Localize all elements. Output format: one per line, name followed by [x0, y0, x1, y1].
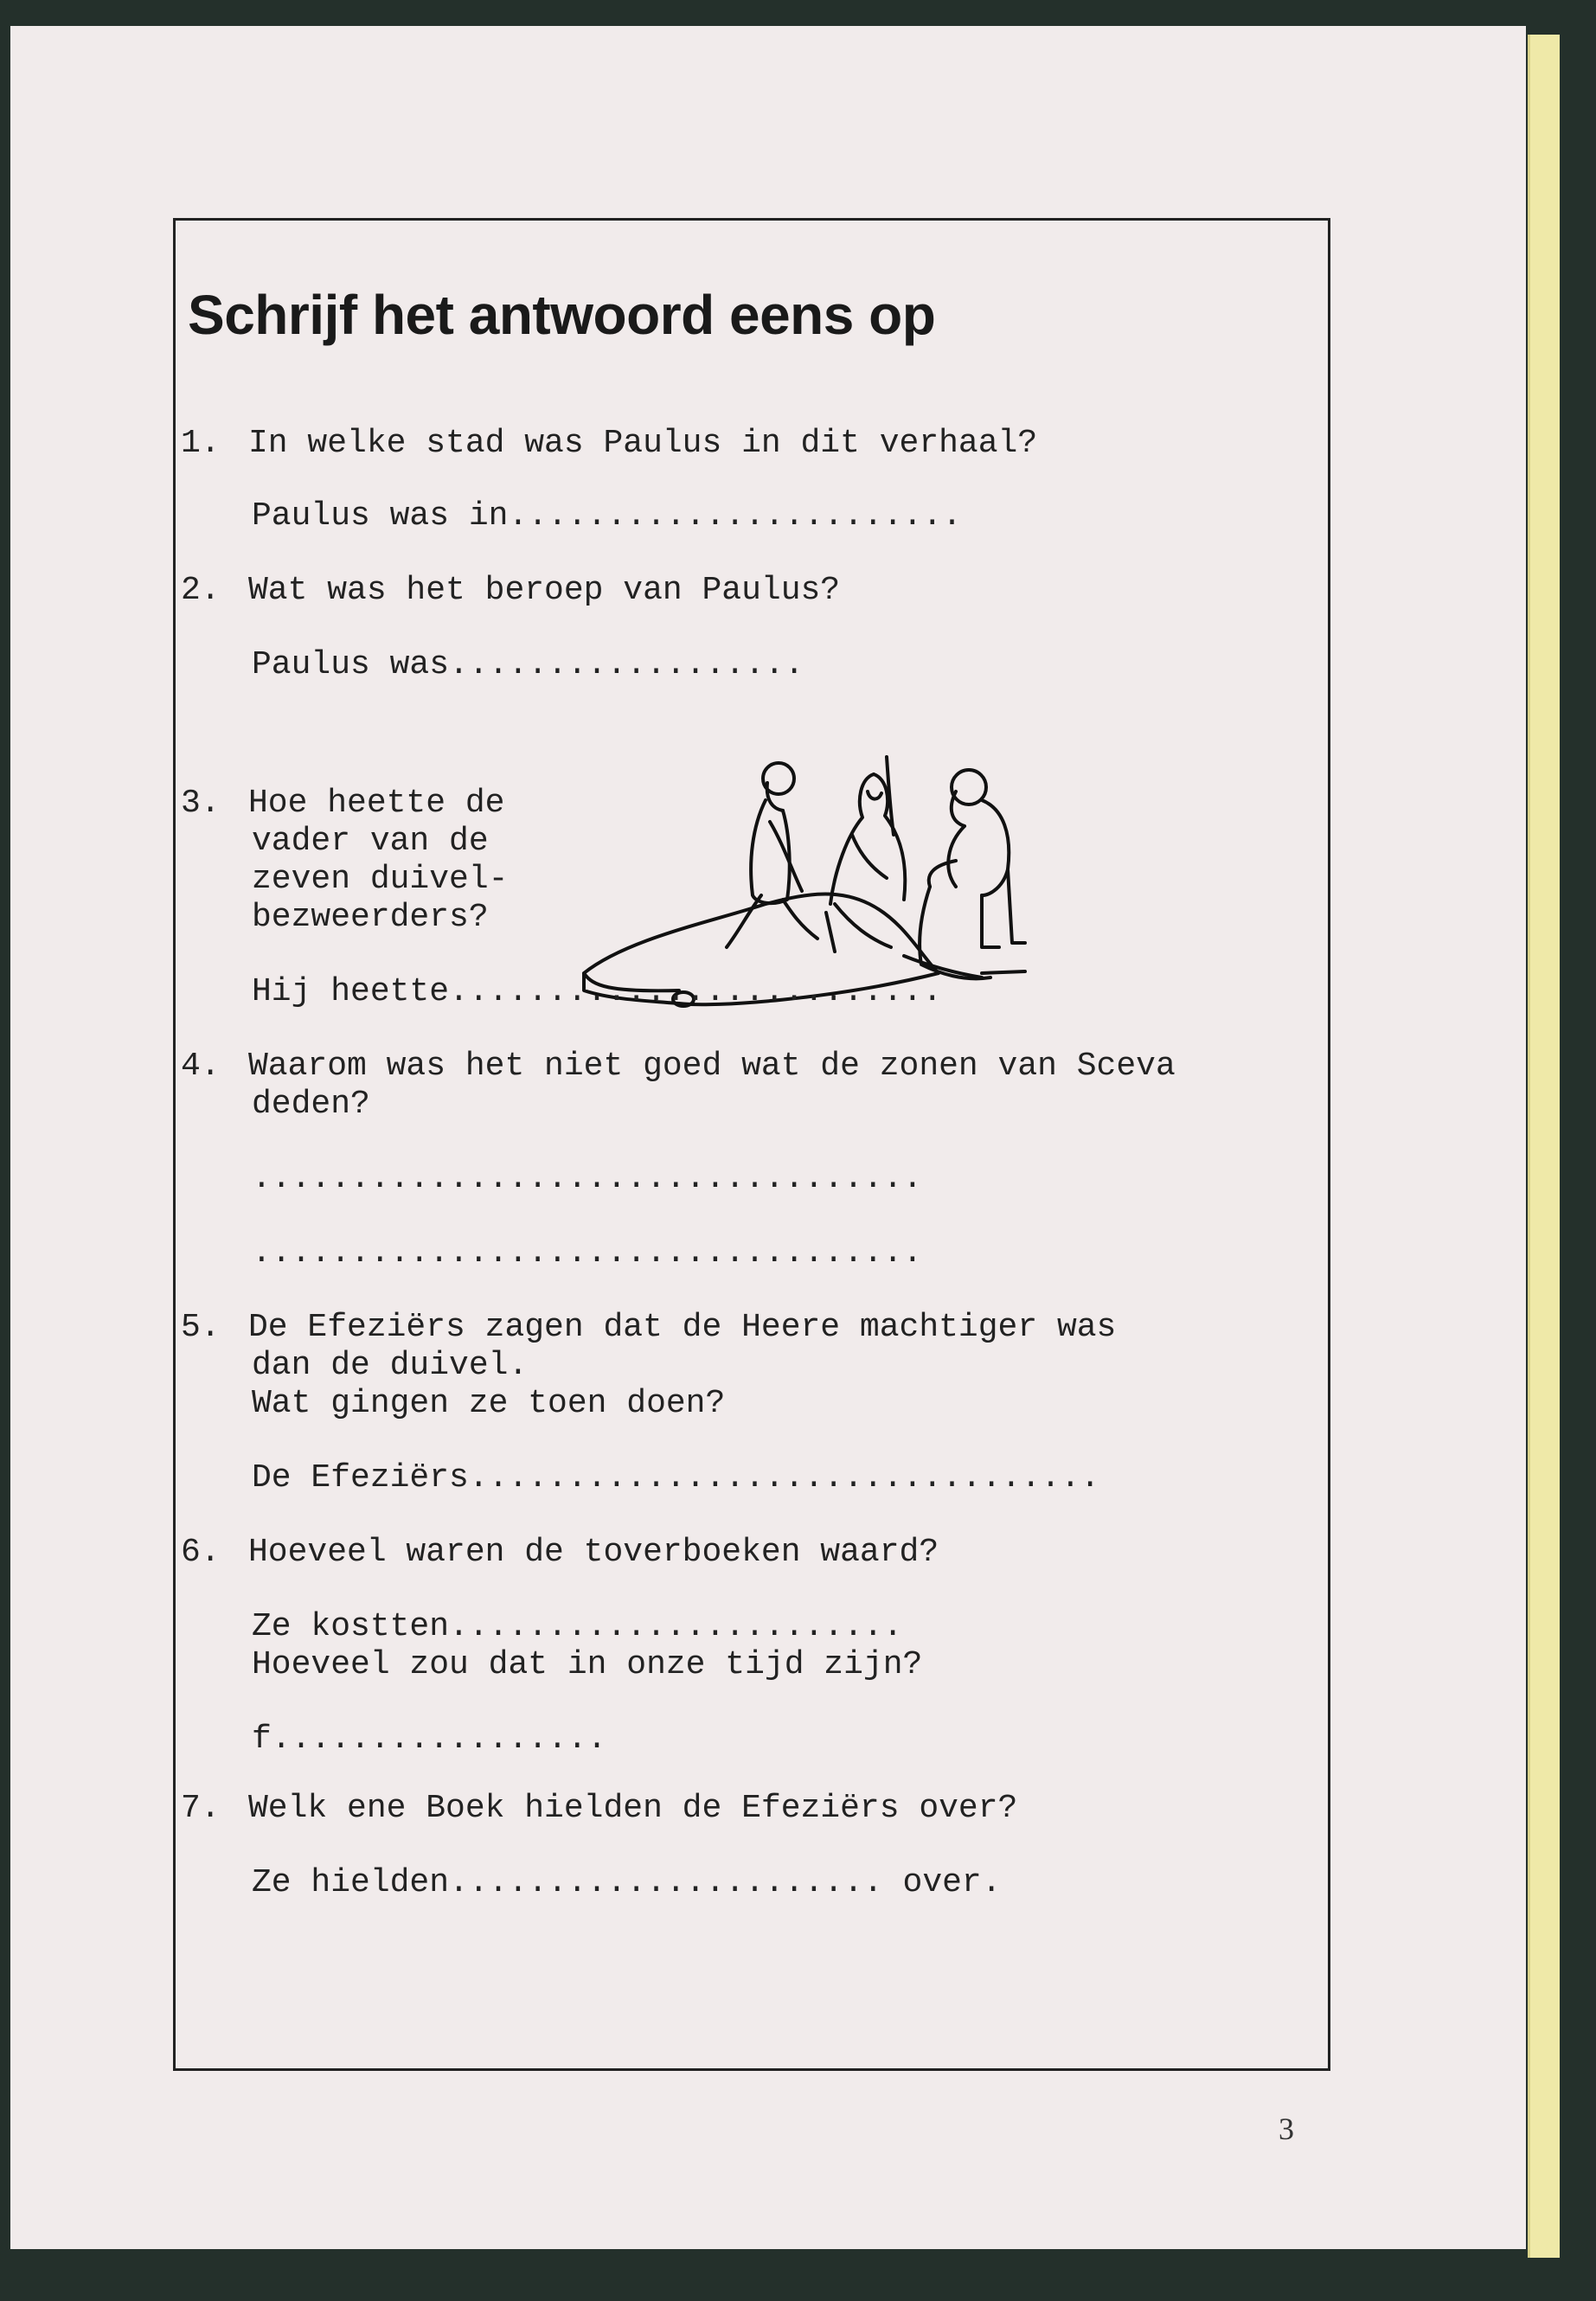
question-5-line-3: Wat gingen ze toen doen?: [252, 1385, 726, 1422]
answer-line-6b: f.................: [252, 1721, 607, 1758]
book-page: [10, 26, 1526, 2249]
question-4-line-2: deden?: [252, 1086, 370, 1123]
question-6: 6. Hoeveel waren de toverboeken waard?: [181, 1534, 939, 1571]
answer-line-4a: ..................................: [252, 1160, 923, 1197]
answer-line-1: Paulus was in.......................: [252, 497, 962, 535]
question-2: 2. Wat was het beroep van Paulus?: [181, 572, 841, 609]
worksheet-title: Schrijf het antwoord eens op: [188, 284, 936, 346]
question-3-line-3: zeven duivel-: [252, 861, 509, 898]
question-7: 7. Welk ene Boek hielden de Efeziërs over?: [181, 1790, 1018, 1827]
answer-line-2: Paulus was..................: [252, 646, 804, 683]
question-6-followup: Hoeveel zou dat in onze tijd zijn?: [252, 1646, 923, 1683]
question-3: 3. Hoe heette de: [181, 785, 505, 822]
question-5: 5. De Efeziërs zagen dat de Heere machtiger was: [181, 1309, 1117, 1346]
worksheet-box: [173, 218, 1330, 2071]
question-5-line-2: dan de duivel.: [252, 1347, 529, 1384]
answer-line-6: Ze kostten.......................: [252, 1608, 903, 1645]
answer-line-3: Hij heette.........................: [252, 973, 943, 1010]
page-number: 3: [1279, 2112, 1294, 2146]
question-3-line-2: vader van de: [252, 823, 489, 860]
answer-line-5: De Efeziërs................................: [252, 1459, 1100, 1497]
answer-line-4b: ..................................: [252, 1234, 923, 1272]
question-1: 1. In welke stad was Paulus in dit verhaal?: [181, 425, 1038, 462]
question-3-line-4: bezweerders?: [252, 899, 489, 936]
answer-line-7: Ze hielden...................... over.: [252, 1864, 1002, 1901]
question-4: 4. Waarom was het niet goed wat de zonen van Sceva: [181, 1048, 1176, 1085]
page-edges: [1528, 35, 1560, 2258]
